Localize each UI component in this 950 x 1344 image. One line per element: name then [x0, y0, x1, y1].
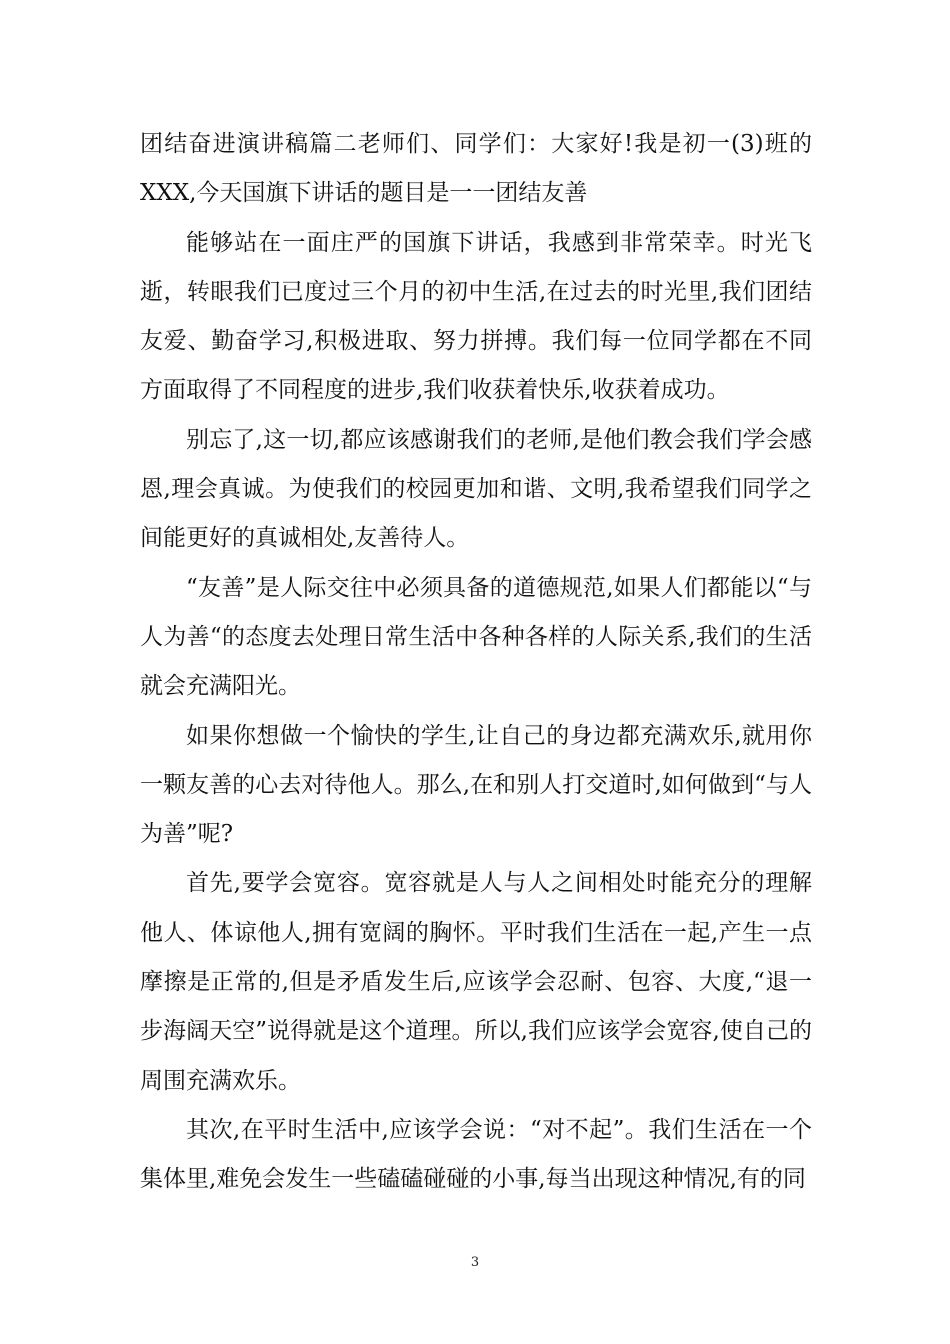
paragraph: 能够站在一面庄严的国旗下讲话，我感到非常荣幸。时光飞逝，转眼我们已度过三个月的初中生活,在过去的时光里,我们团结友爱、勤奋学习,积极进取、努力拼搏。我们每一位同学都在不同方面取得了不同程度的进步,我们收获着快乐,收获着成功。	[140, 229, 812, 404]
paragraph: 其次,在平时生活中,应该学会说：“对不起”。我们生活在一个集体里,难免会发生一些磕磕碰碰的小事,每当出现这种情况,有的同	[140, 1116, 812, 1193]
paragraph: 首先,要学会宽容。宽容就是人与人之间相处时能充分的理解他人、体谅他人,拥有宽阔的胸怀。平时我们生活在一起,产生一点摩擦是正常的,但是矛盾发生后,应该学会忍耐、包容、大度,“退一步海阔天空”说得就是这个道理。所以,我们应该学会宽容,使自己的周围充满欢乐。	[140, 870, 812, 1094]
paragraph: “友善”是人际交往中必须具备的道德规范,如果人们都能以“与人为善“的态度去处理日常生活中各种各样的人际关系,我们的生活就会充满阳光。	[140, 574, 812, 700]
document-body	[140, 120, 812, 1205]
paragraph-title-intro: 团结奋进演讲稿篇二老师们、同学们：大家好!我是初一(3)班的XXX,今天国旗下讲话的题目是一一团结友善	[140, 131, 812, 207]
paragraph: 别忘了,这一切,都应该感谢我们的老师,是他们教会我们学会感恩,理会真诚。为使我们的校园更加和谐、文明,我希望我们同学之间能更好的真诚相处,友善待人。	[140, 426, 812, 552]
page-number: 3	[470, 1255, 480, 1270]
paragraph: 如果你想做一个愉快的学生,让自己的身边都充满欢乐,就用你一颗友善的心去对待他人。那么,在和别人打交道时,如何做到“与人为善”呢?	[140, 722, 812, 848]
